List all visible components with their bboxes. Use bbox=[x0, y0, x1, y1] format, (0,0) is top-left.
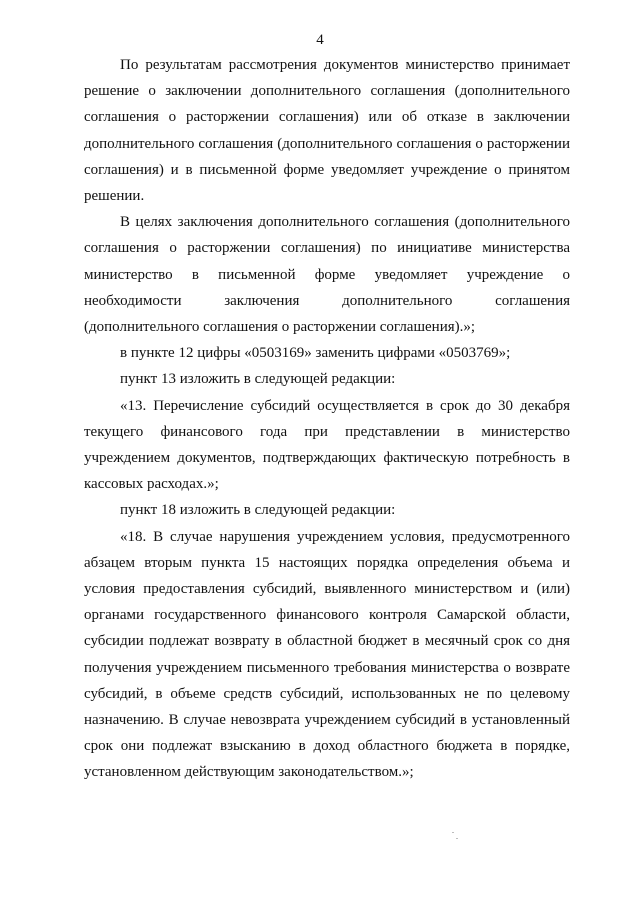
document-body bbox=[84, 52, 570, 786]
paragraph-notification: В целях заключения дополнительного соглашения (дополнительного соглашения о расторжении соглашения) по инициативе министерства министерство в письменной форме уведомляет учреждение о необходимости заключения дополнительного соглашения (дополнительного соглашения о расторжении соглашения).»; bbox=[84, 214, 570, 336]
paragraph-item-18-intro: пункт 18 изложить в следующей редакции: bbox=[120, 502, 396, 519]
paragraph-item-13-text: «13. Перечисление субсидий осуществляется в срок до 30 декабря текущего финансового года при представлении в министерство учреждением документов, подтверждающих фактическую потребность в кассовых расходах.»; bbox=[84, 397, 570, 493]
paragraph-item-13-intro: пункт 13 изложить в следующей редакции: bbox=[120, 371, 396, 388]
paragraph-decision: По результатам рассмотрения документов министерство принимает решение о заключении дополнительного соглашения (дополнительного соглашения о расторжении соглашения) или об отказе в заключении дополнительного соглашения (дополнительного соглашения о расторжении соглашения) и в письменной форме уведомляет учреждение о принятом решении. bbox=[84, 57, 570, 205]
scan-speck bbox=[456, 838, 458, 839]
page-number: 4 bbox=[316, 32, 324, 48]
paragraph-item-12-amendment: в пункте 12 цифры «0503169» заменить цифрами «0503769»; bbox=[120, 345, 511, 362]
scan-speck bbox=[452, 832, 454, 833]
paragraph-item-18-text: «18. В случае нарушения учреждением условия, предусмотренного абзацем вторым пункта 15 настоящих порядка определения объема и условия предоставления субсидий, выявленного министерством и (или) органами государственного финансового контроля Самарской области, субсидии подлежат возврату в областной бюджет в месячный срок со дня получения учреждением письменного требования министерства о возврате субсидий, в объеме средств субсидий, использованных не по целевому назначению. В случае невозврата учреждением субсидий в установленный срок они подлежат взысканию в доход областного бюджета в порядке, установленном действующим законодательством.»; bbox=[84, 528, 570, 781]
